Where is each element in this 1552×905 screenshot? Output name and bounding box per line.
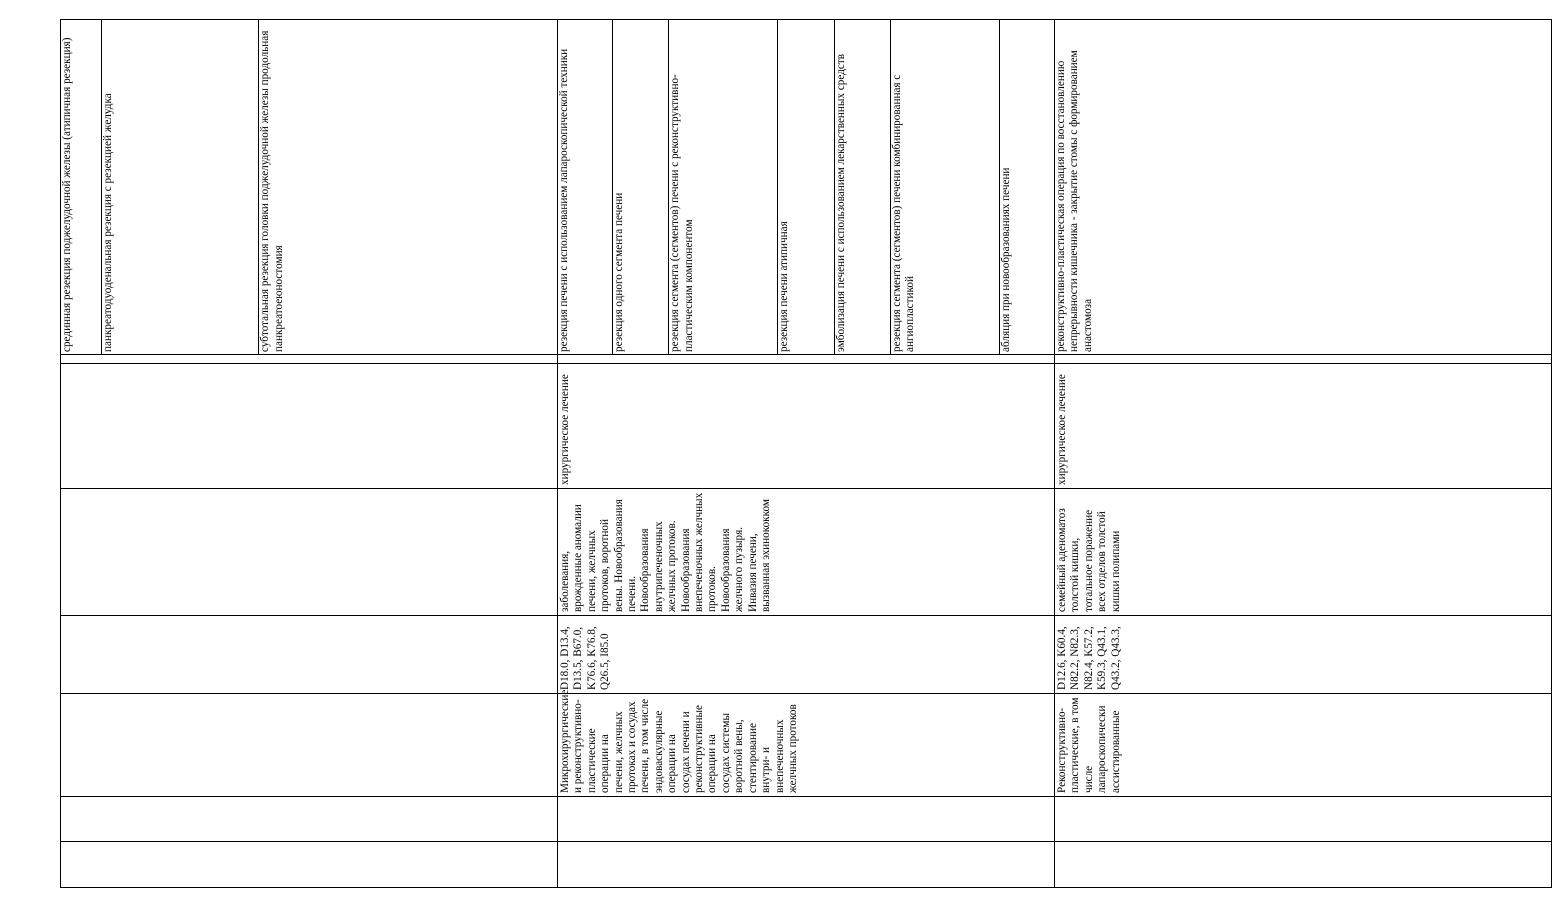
- method-item: резекция сегмента (сегментов) печени комбинированная с ангиопластикой: [891, 20, 1000, 354]
- method-item: резекция печени с использованием лапароскопической техники: [558, 20, 612, 354]
- rotated-content: [60, 20, 1122, 888]
- cell-group: [1055, 797, 1552, 842]
- cell-gap: [61, 355, 558, 364]
- method-item: абляция при новообразованиях печени: [999, 167, 1012, 352]
- table-row: [1055, 20, 1552, 888]
- cell-codes: D18.0, D13.4, D13.5, B67.0, K76.6, K76.8, Q26.5, I85.0: [558, 616, 1055, 694]
- cell-group: [558, 797, 1055, 842]
- method-item: панкреатодуоденальная резекция с резекцией желудка: [102, 20, 259, 354]
- cell-treatment: хирургическое лечение: [1055, 364, 1552, 489]
- cell-gap: [558, 355, 1055, 364]
- cell-number: [558, 842, 1055, 888]
- cell-model: заболевания, врожденные аномалии печени, желчных протоков, воротной вены. Новообразования печени. Новообразования внутрипеченочных желчных протоков. Новообразования внепеченочных желчных протоков. Новообразования желчного пузыря. Инвазия печени, вызванная эхинококком: [558, 489, 1055, 616]
- cell-codes: D12.6, K60.4, N82.2, N82.3, N82.4, K57.2, K59.3, Q43.1, Q43.2, Q43.3,: [1055, 616, 1552, 694]
- method-item: срединная резекция поджелудочной железы (атипичная резекция): [61, 20, 102, 354]
- cell-group: [61, 797, 558, 842]
- cell-treatment: [61, 364, 558, 489]
- method-item: эмболизация печени с использованием лекарственных средств: [834, 20, 890, 354]
- cell-gap: [1055, 355, 1552, 364]
- cell-model: семейный аденоматоз толстой кишки, тотальное поражение всех отделов толстой кишки полипами: [1055, 489, 1552, 616]
- cell-methods: [558, 20, 1055, 355]
- methods-list: [1055, 20, 1551, 354]
- cell-codes: [61, 616, 558, 694]
- method-item: субтотальная резекция головки поджелудочной железы продольная панкреатоеюностомия: [259, 30, 285, 352]
- method-item: реконструктивно-пластическая операция по восстановлению непрерывности кишечника - закрытие стомы с формированием анастомоза: [1055, 50, 1094, 352]
- method-item: резекция сегмента (сегментов) печени с реконструктивно-пластическим компонентом: [669, 20, 778, 354]
- methods-list: [558, 20, 1054, 354]
- cell-methods: [1055, 20, 1552, 355]
- cell-name: [61, 694, 558, 797]
- medical-care-table: [60, 19, 1552, 888]
- rotated-page: [60, 20, 1122, 888]
- cell-name: Микрохирургические и реконструктивно-пластические операции на печени, желчных протоках и сосудах печени, в том числе эндоваскулярные операции на сосудах печени и реконструктивные операции на сосудах системы воротной вены, стентирование внутри- и внепеченочных желчных протоков: [558, 694, 1055, 797]
- methods-list: [61, 20, 557, 354]
- cell-number: [1055, 842, 1552, 888]
- cell-methods: [61, 20, 558, 355]
- table-row: [61, 20, 558, 888]
- cell-model: [61, 489, 558, 616]
- method-item: резекция одного сегмента печени: [612, 20, 668, 354]
- cell-name: Реконструктивно-пластические, в том числе лапароскопически ассистированные: [1055, 694, 1552, 797]
- table-row: [558, 20, 1055, 888]
- method-item: резекция печени атипичная: [778, 20, 834, 354]
- cell-number: [61, 842, 558, 888]
- cell-treatment: хирургическое лечение: [558, 364, 1055, 489]
